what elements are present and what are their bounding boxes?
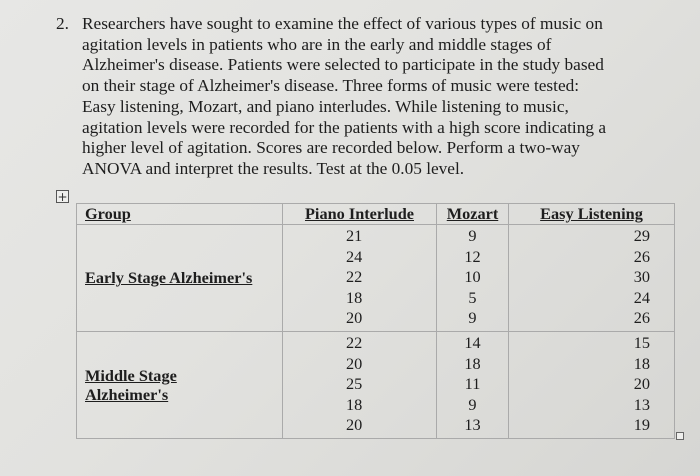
group-middle-stage xyxy=(77,331,283,438)
question-text xyxy=(82,14,656,180)
question-line: Alzheimer's disease. Patients were selected to participate in the study based xyxy=(82,55,604,75)
table-cell: 13 xyxy=(633,394,650,414)
question-line: Researchers have sought to examine the effect of various types of music on xyxy=(82,14,603,33)
mozart-early-values xyxy=(437,225,509,332)
table-cell: 20 xyxy=(346,415,363,435)
table-cell: 22 xyxy=(346,267,363,287)
table-cell: 9 xyxy=(468,308,477,328)
group-label: Middle Stage xyxy=(85,365,177,385)
table-cell: 20 xyxy=(346,353,363,373)
table-move-handle-icon[interactable]: + xyxy=(57,190,68,204)
table-cell: 26 xyxy=(633,308,650,328)
table-cell: 21 xyxy=(346,226,363,245)
table-header-row xyxy=(77,204,675,225)
easy-middle-values xyxy=(509,331,675,438)
header-mozart: Mozart xyxy=(437,204,509,225)
table-cell: 19 xyxy=(633,415,650,435)
scores-table xyxy=(76,203,675,439)
table-cell: 29 xyxy=(633,226,650,245)
table-cell: 9 xyxy=(468,226,477,245)
table-cell: 14 xyxy=(464,332,481,352)
group-early-stage xyxy=(77,225,283,332)
table-cell: 26 xyxy=(633,246,650,266)
question-line: on their stage of Alzheimer's disease. Three forms of music were tested: xyxy=(82,76,580,96)
question-line: agitation levels in patients who are in the early and middle stages of xyxy=(82,34,552,54)
header-easy-listening: Easy Listening xyxy=(509,204,675,225)
question-number: 2. xyxy=(56,14,69,33)
group-label: Early Stage Alzheimer's xyxy=(85,268,253,288)
table-cell: 11 xyxy=(464,374,481,394)
table-cell: 22 xyxy=(346,332,363,352)
question-line: agitation levels were recorded for the patients with a high score indicating a xyxy=(82,117,607,137)
question-line: Easy listening, Mozart, and piano interludes. While listening to music, xyxy=(82,96,569,116)
table-cell: 18 xyxy=(346,287,363,307)
table-cell: 20 xyxy=(346,308,363,328)
table-cell: 24 xyxy=(633,287,650,307)
piano-early-values xyxy=(283,225,437,332)
group-label: Alzheimer's xyxy=(85,384,169,404)
question-block xyxy=(56,14,656,180)
table-cell: 18 xyxy=(633,353,650,373)
table-cell: 20 xyxy=(633,374,650,394)
table-cell: 18 xyxy=(346,394,363,414)
table-row xyxy=(77,225,675,332)
table-cell: 10 xyxy=(464,267,481,287)
header-group: Group xyxy=(77,204,283,225)
table-cell: 18 xyxy=(464,353,481,373)
question-line: ANOVA and interpret the results. Test at the 0.05 level. xyxy=(82,158,465,178)
table-cell: 9 xyxy=(468,394,477,414)
header-piano-interlude: Piano Interlude xyxy=(283,204,437,225)
table-cell: 13 xyxy=(464,415,481,435)
table-cell: 12 xyxy=(464,246,481,266)
question-line: higher level of agitation. Scores are recorded below. Perform a two-way xyxy=(82,138,580,158)
table-cell: 15 xyxy=(633,332,650,352)
piano-middle-values xyxy=(283,331,437,438)
table-resize-handle[interactable] xyxy=(676,432,684,440)
table-row xyxy=(77,331,675,438)
table-cell: 25 xyxy=(346,374,363,394)
table-cell: 24 xyxy=(346,246,363,266)
table-cell: 5 xyxy=(468,287,477,307)
easy-early-values xyxy=(509,225,675,332)
mozart-middle-values xyxy=(437,331,509,438)
table-cell: 30 xyxy=(633,267,650,287)
